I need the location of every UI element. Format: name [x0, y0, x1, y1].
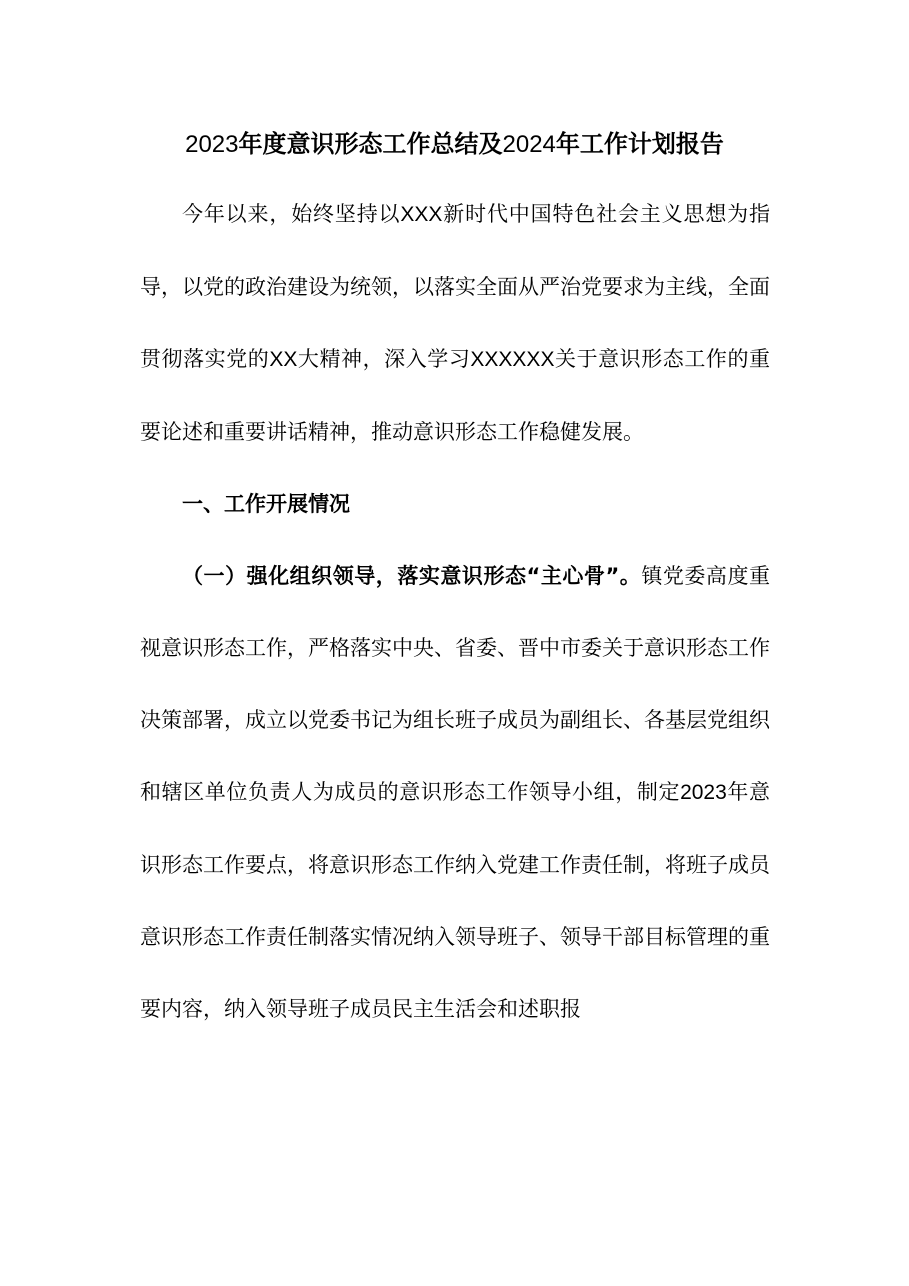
intro-text-2: 新时代中国特色社会主义思想为指导，以党的政治建设为统领，以落实全面从严治党要求为主线，全面贯彻落实党的 — [140, 202, 771, 371]
section-heading-work-progress: 一、工作开展情况 — [182, 492, 350, 516]
intro-placeholder-xx: XX — [269, 348, 298, 371]
intro-text-3: 大精神，深入学习 — [297, 347, 471, 371]
title-year-2024: 2024 — [502, 131, 556, 158]
subsection-body-year: 2023 — [680, 781, 727, 804]
title-year-2023: 2023 — [185, 131, 239, 158]
subsection-paragraph-organization — [140, 540, 770, 1045]
intro-text-1: 今年以来，始终坚持以 — [182, 202, 401, 226]
intro-placeholder-xxxxxx: XXXXXX — [470, 348, 555, 371]
intro-paragraph — [140, 178, 770, 468]
intro-placeholder-xxx: XXX — [400, 203, 443, 226]
subsection-body-text-1: 镇党委高度重视意识形态工作，严格落实中央、省委、晋中市委关于意识形态工作决策部署，成立以党委书记为组长班子成员为副组长、各基层党组织和辖区单位负责人为成员的意识形态工作领导小组，制定 — [140, 564, 770, 804]
subsection-heading-organization: （一）强化组织领导，落实意识形态“主心骨”。 — [182, 564, 642, 588]
title-text-part-2: 年工作计划报告 — [555, 130, 724, 158]
subsection-body-text-2: 年意识形态工作要点，将意识形态工作纳入党建工作责任制，将班子成员意识形态工作责任制落实情况纳入领导班子、领导干部目标管理的重要内容，纳入领导班子成员民主生活会和述职报 — [140, 780, 771, 1021]
title-text-part-1: 年度意识形态工作总结及 — [238, 130, 503, 158]
document-title — [100, 124, 809, 165]
intro-text-4: 关于意识形态工作的重要论述和重要讲话精神，推动意识形态工作稳健发展。 — [140, 347, 771, 444]
document-body — [140, 178, 770, 1045]
